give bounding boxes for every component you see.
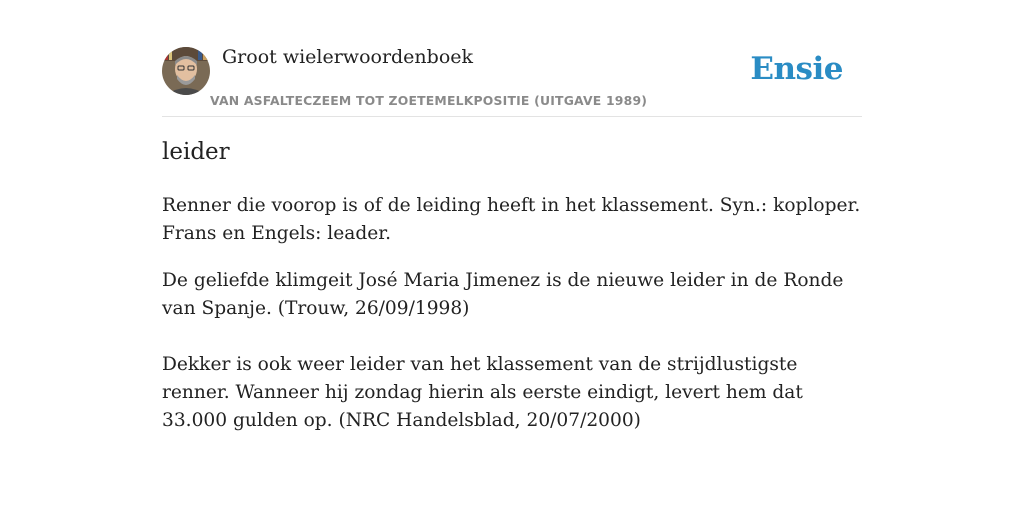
entry-quote: Dekker is ook weer leider van het klassement van de strijdlustigste renner. Wanneer hij zondag hierin als eerste eindigt, levert hem dat 33.000 gulden op. (NRC Handelsblad, 20/07/2000) [162, 354, 803, 431]
entry-headword: leider [162, 139, 230, 165]
author-portrait-icon [162, 47, 210, 95]
entry-definition: Renner die voorop is of de leiding heeft in het klassement. Syn.: koploper. Frans en Engels: leader. [162, 195, 861, 244]
book-subtitle: VAN ASFALTECZEEM TOT ZOETEMELKPOSITIE (UITGAVE 1989) [210, 93, 648, 108]
entry-content [162, 192, 862, 463]
ensie-logo-link[interactable]: Ensie [750, 51, 843, 87]
author-avatar[interactable] [162, 47, 210, 95]
entry-quote: De geliefde klimgeit José Maria Jimenez is de nieuwe leider in de Ronde van Spanje. (Trouw, 26/09/1998) [162, 270, 844, 319]
book-title-link[interactable]: Groot wielerwoordenboek [222, 46, 474, 68]
page-header [162, 45, 862, 117]
